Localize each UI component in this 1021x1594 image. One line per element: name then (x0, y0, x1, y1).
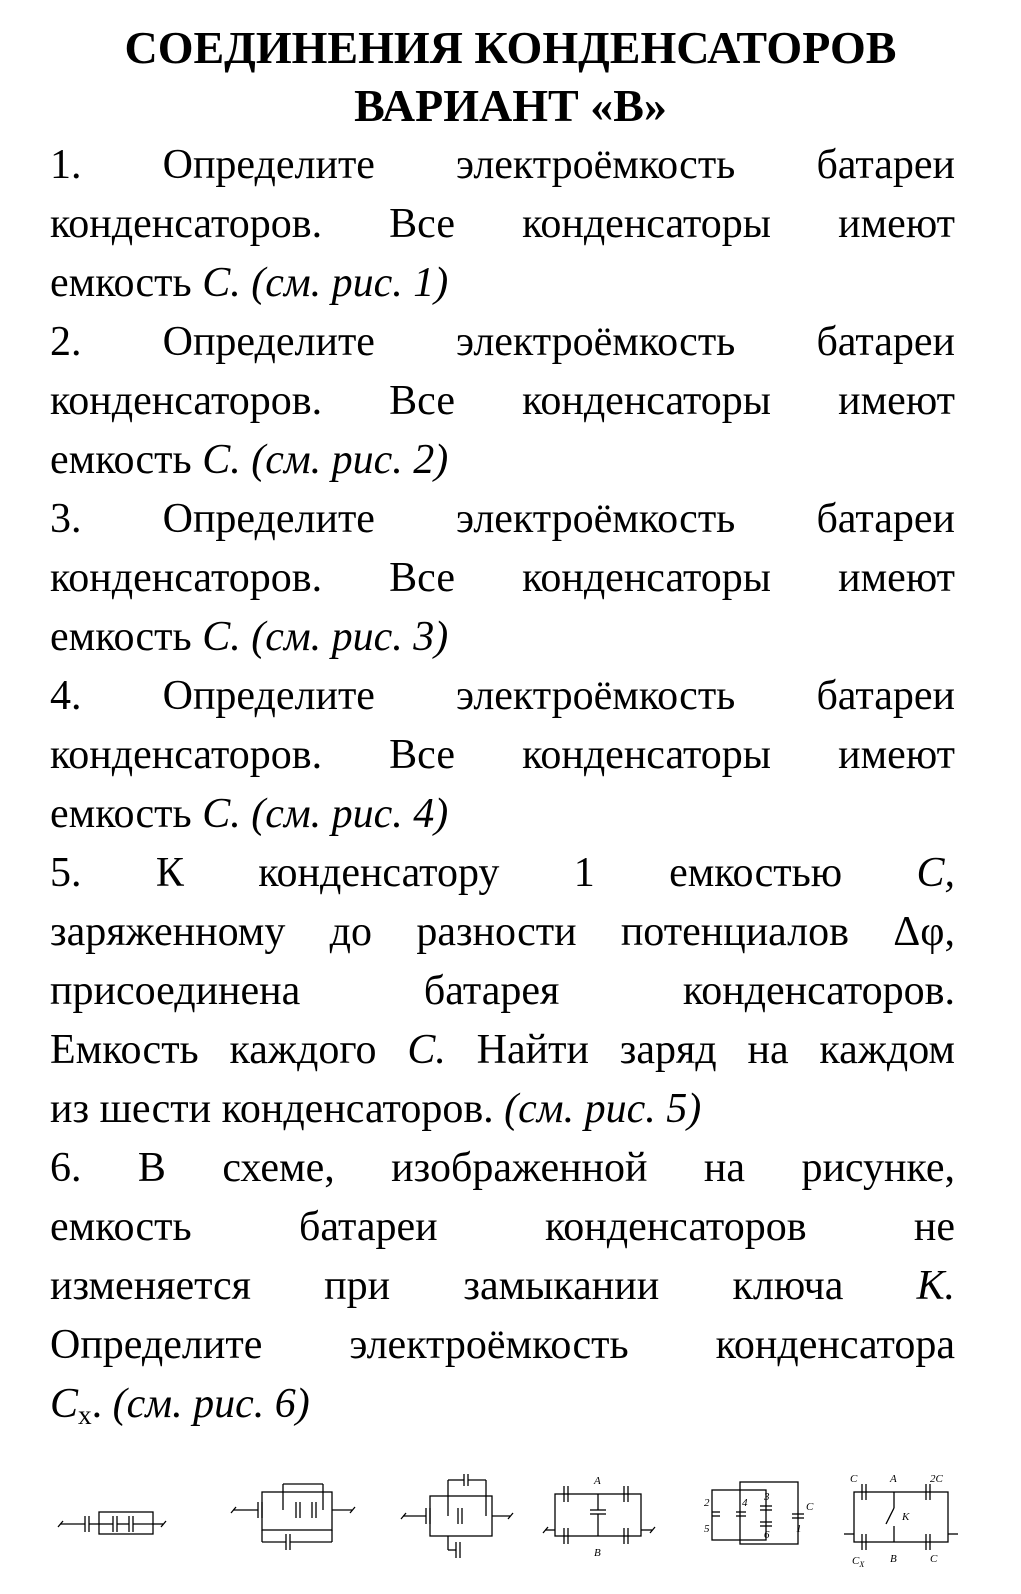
task-1-line-2: конденсаторов. Все конденсаторы имеют (50, 201, 955, 247)
task-2-line-3 (50, 431, 955, 490)
task-6-line-5 (50, 1375, 955, 1434)
figure-5-label-6: 6 (764, 1529, 770, 1541)
task-6-line-3-text: изменяется при замыкании ключа (50, 1263, 917, 1309)
figure-6-diagram (840, 1470, 965, 1570)
task-1 (50, 136, 955, 313)
task-6-line-2: емкость батареи конденсаторов не (50, 1204, 955, 1250)
task-2-line-1: 2. Определите электроёмкость батареи (50, 319, 955, 365)
task-6 (50, 1139, 955, 1434)
figure-5-diagram (700, 1470, 820, 1560)
figure-6-label-2c: 2C (930, 1473, 943, 1485)
task-5-line-1-italic: С, (916, 850, 955, 896)
task-5-line-5-text: из шести конденсаторов. (50, 1086, 505, 1132)
task-5-line-5 (50, 1080, 955, 1139)
task-4-line-2: конденсаторов. Все конденсаторы имеют (50, 732, 955, 778)
task-1-line-1: 1. Определите электроёмкость батареи (50, 142, 955, 188)
figure-6-label-k: K (902, 1511, 910, 1523)
figure-5-label-4: 4 (742, 1497, 748, 1509)
task-6-line-1: 6. В схеме, изображенной на рисунке, (50, 1145, 955, 1191)
task-5-line-4-b: Найти заряд на каждом (445, 1027, 955, 1073)
task-2 (50, 313, 955, 490)
figure-6-label-b: B (890, 1553, 897, 1565)
task-3-line-2: конденсаторов. Все конденсаторы имеют (50, 555, 955, 601)
task-2-line-2: конденсаторов. Все конденсаторы имеют (50, 378, 955, 424)
figure-5-label-3: 3 (764, 1491, 770, 1503)
task-6-figure-ref: (см. рис. 6) (112, 1381, 310, 1427)
task-4 (50, 667, 955, 844)
task-3 (50, 490, 955, 667)
task-5-line-4-italic: С. (407, 1027, 446, 1073)
task-5-line-1 (50, 844, 955, 903)
task-1-figure-ref: С. (см. рис. 1) (202, 260, 449, 306)
task-6-line-5-dot: . (91, 1381, 113, 1427)
task-6-line-3-italic: К. (916, 1263, 955, 1309)
figure-6-label-c-right: C (930, 1553, 938, 1565)
task-2-figure-ref: С. (см. рис. 2) (202, 437, 449, 483)
task-5-line-1-text: 5. К конденсатору 1 емкостью (50, 850, 917, 896)
task-5-line-4-a: Емкость каждого (50, 1027, 408, 1073)
task-3-line-1: 3. Определите электроёмкость батареи (50, 496, 955, 542)
task-4-line-3-text: емкость (50, 791, 203, 837)
figure-6-label-cx (852, 1555, 865, 1569)
task-6-cx: С (50, 1381, 79, 1427)
figure-6-label-cx-main: C (852, 1555, 860, 1567)
figure-4-label-b: B (594, 1547, 601, 1559)
figure-3-diagram (398, 1470, 518, 1560)
task-2-line-3-text: емкость (50, 437, 203, 483)
figure-5-label-5: 5 (704, 1523, 710, 1535)
task-3-line-3 (50, 608, 955, 667)
task-5-figure-ref: (см. рис. 5) (504, 1086, 702, 1132)
task-1-line-3-text: емкость (50, 260, 203, 306)
figures-row (0, 1470, 1021, 1594)
task-3-figure-ref: С. (см. рис. 3) (202, 614, 449, 660)
task-4-line-3 (50, 785, 955, 844)
figure-6-label-c-left: C (850, 1473, 858, 1485)
figure-6-label-a: A (890, 1473, 897, 1485)
figure-5-label-c: C (806, 1501, 814, 1513)
task-5-line-4 (50, 1021, 955, 1080)
task-4-figure-ref: С. (см. рис. 4) (202, 791, 449, 837)
figure-4-label-a: A (594, 1475, 601, 1487)
task-5-line-3: присоединена батарея конденсаторов. (50, 968, 955, 1014)
figure-1-diagram (55, 1470, 170, 1550)
task-4-line-1: 4. Определите электроёмкость батареи (50, 673, 955, 719)
page-title-line1: СОЕДИНЕНИЯ КОНДЕНСАТОРОВ (124, 22, 897, 73)
page-title-line2: ВАРИАНТ «В» (354, 80, 667, 131)
task-5-line-2: заряженному до разности потенциалов Δφ, (50, 909, 955, 955)
figure-5-label-2: 2 (704, 1497, 710, 1509)
task-6-line-3 (50, 1257, 955, 1316)
figure-6-label-cx-sub: X (859, 1560, 865, 1569)
task-3-line-3-text: емкость (50, 614, 203, 660)
task-6-line-4: Определите электроёмкость конденсатора (50, 1322, 955, 1368)
figure-2-diagram (228, 1470, 358, 1560)
task-5 (50, 844, 955, 1139)
task-6-cx-sub: x (78, 1399, 92, 1430)
task-1-line-3 (50, 254, 955, 313)
figure-4-diagram (540, 1470, 660, 1560)
figure-5-label-1: 1 (796, 1523, 802, 1535)
